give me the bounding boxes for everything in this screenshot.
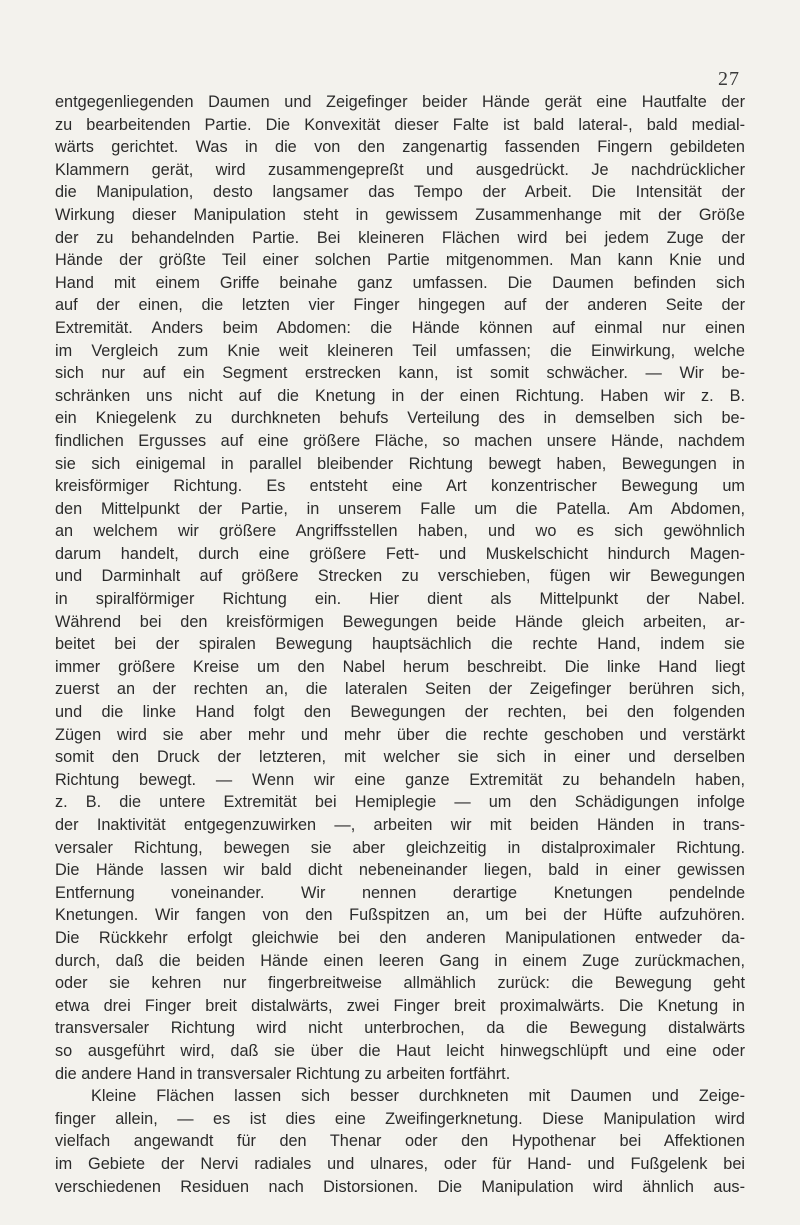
text-line: Die Rückkehr erfolgt gleichwie bei den anderen Manipulationen entweder da- [55,928,745,947]
text-line: der Inaktivität entgegenzuwirken —, arbeiten wir mit beiden Händen in trans- [55,816,745,834]
text-line: und Darminhalt auf größere Strecken zu verschieben, fügen wir Bewegungen [55,567,745,586]
text-line: der zu behandelnden Partie. Bei kleineren Flächen wird bei jedem Zuge der [55,228,745,247]
text-line: beitet bei der spiralen Bewegung hauptsächlich die rechte Hand, indem sie [55,635,745,654]
body-text [55,91,745,1198]
text-line: Die Hände lassen wir bald dicht nebeneinander liegen, bald in einer gewissen [55,861,745,880]
text-line: Hand mit einem Griffe beinahe ganz umfassen. Die Daumen befinden sich [55,273,745,292]
text-line: auf der einen, die letzten vier Finger hingegen auf der anderen Seite der [55,296,745,315]
text-line: Kleine Flächen lassen sich besser durchkneten mit Daumen und Zeige- [91,1087,745,1106]
text-line: kreisförmiger Richtung. Es entsteht eine Art konzentrischer Bewegung um [55,477,745,496]
text-line: Hände der größte Teil einer solchen Partie mitgenommen. Man kann Knie und [55,251,745,270]
text-line: Entfernung voneinander. Wir nennen derartige Knetungen pendelnde [55,883,745,902]
text-line: somit den Druck der letzteren, mit welcher sie sich in einer und derselben [55,748,745,767]
text-line: und die linke Hand folgt den Bewegungen der rechten, bei den folgenden [55,703,745,722]
text-line: sich nur auf ein Segment erstrecken kann, ist somit schwächer. — Wir be- [55,364,745,383]
text-line: Wirkung dieser Manipulation steht in gewissem Zusammenhange mit der Größe [55,205,745,224]
text-line: im Vergleich zum Knie weit kleineren Teil umfassen; die Einwirkung, welche [55,341,745,360]
text-line: schränken uns nicht auf die Knetung in der einen Richtung. Haben wir z. B. [55,386,745,405]
text-line: z. B. die untere Extremität bei Hemiplegie — um den Schädigungen infolge [55,793,745,812]
text-line: Während bei den kreisförmigen Bewegungen beide Hände gleich arbeiten, ar- [55,612,745,631]
text-line: sie sich einigemal in parallel bleibender Richtung bewegt haben, Bewegungen in [55,454,745,473]
text-line: im Gebiete der Nervi radiales und ulnares, oder für Hand- und Fußgelenk bei [55,1154,745,1173]
text-line: Zügen wird sie aber mehr und mehr über die rechte geschoben und verstärkt [55,725,745,744]
text-line: die Manipulation, desto langsamer das Tempo der Arbeit. Die Intensität der [55,183,745,202]
text-line: finger allein, — es ist dies eine Zweifingerknetung. Diese Manipulation wird [55,1109,745,1128]
text-line: Richtung bewegt. — Wenn wir eine ganze Extremität zu behandeln haben, [55,770,745,789]
text-line: wärts gerichtet. Was in die von den zangenartig fassenden Fingern gebildeten [55,138,745,157]
text-line: oder sie kehren nur fingerbreitweise allmählich zurück: die Bewegung geht [55,974,745,993]
page-number: 27 [718,68,740,90]
text-line: in spiralförmiger Richtung ein. Hier dient als Mittelpunkt der Nabel. [55,590,745,609]
text-line: versaler Richtung, bewegen sie aber gleichzeitig in distalproximaler Richtung. [55,838,745,857]
text-line: ein Kniegelenk zu durchkneten behufs Verteilung des in demselben sich be- [55,409,745,428]
text-line: findlichen Ergusses auf eine größere Fläche, so machen unsere Hände, nachdem [55,431,745,450]
text-line: Klammern gerät, wird zusammengepreßt und ausgedrückt. Je nachdrücklicher [55,160,745,179]
text-line: Knetungen. Wir fangen von den Fußspitzen an, um bei der Hüfte aufzuhören. [55,906,745,925]
text-line: verschiedenen Residuen nach Distorsionen. Die Manipulation wird ähnlich aus- [55,1177,745,1196]
text-line: vielfach angewandt für den Thenar oder den Hypothenar bei Affektionen [55,1132,745,1151]
text-line: durch, daß die beiden Hände einen leeren Gang in einem Zuge zurückmachen, [55,951,745,970]
text-line: entgegenliegenden Daumen und Zeigefinger beider Hände gerät eine Hautfalte der [55,93,745,111]
text-line: den Mittelpunkt der Partie, in unserem Falle um die Patella. Am Abdomen, [55,499,745,518]
text-line: transversaler Richtung wird nicht unterbrochen, da die Bewegung distalwärts [55,1019,745,1038]
text-line: zuerst an der rechten an, die lateralen Seiten der Zeigefinger berühren sich, [55,680,745,699]
text-line: zu bearbeitenden Partie. Die Konvexität dieser Falte ist bald lateral-, bald medial- [55,115,745,134]
text-line: etwa drei Finger breit distalwärts, zwei Finger breit proximalwärts. Die Knetung in [55,996,745,1015]
text-line: immer größere Kreise um den Nabel herum beschreibt. Die linke Hand liegt [55,657,745,676]
text-line: an welchem wir größere Angriffsstellen haben, und wo es sich gewöhnlich [55,522,745,541]
text-line: die andere Hand in transversaler Richtung zu arbeiten fortfährt. [55,1064,511,1083]
text-line: so ausgeführt wird, daß sie über die Haut leicht hinwegschlüpft und eine oder [55,1041,745,1060]
text-line: darum handelt, durch eine größere Fett- und Muskelschicht hindurch Magen- [55,544,745,563]
text-line: Extremität. Anders beim Abdomen: die Hände können auf einmal nur einen [55,318,745,337]
